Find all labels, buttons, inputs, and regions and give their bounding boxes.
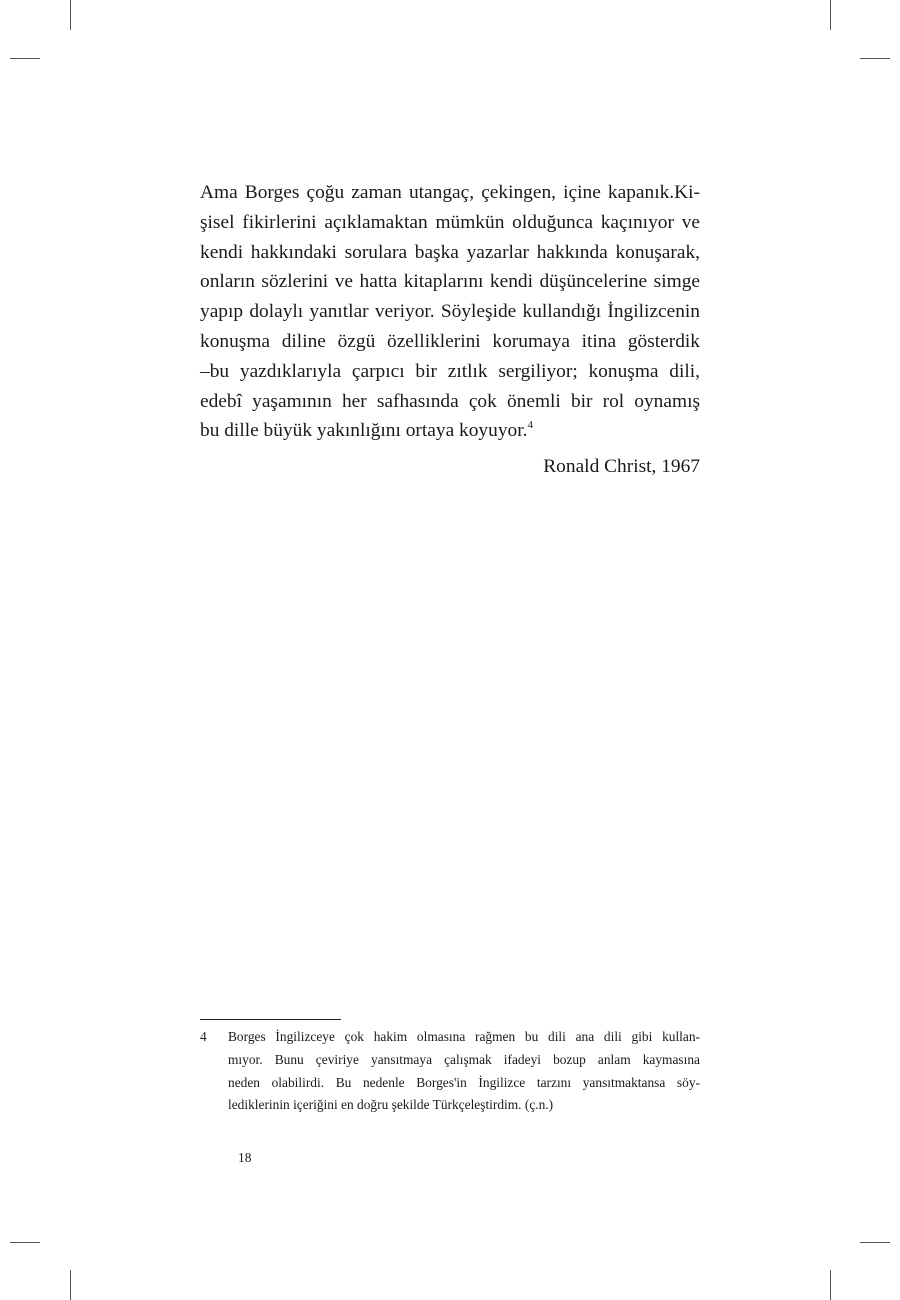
footnote-reference: 4 xyxy=(527,419,533,432)
body-line: konuşma diline özgü özelliklerini korumaya itina gösterdik xyxy=(200,330,700,352)
body-line: kendi hakkındaki sorulara başka yazarlar hakkında konuşarak, xyxy=(200,241,700,263)
crop-mark-bottom-right xyxy=(830,1270,831,1300)
body-line-text: bu dille büyük yakınlığını ortaya koyuyor. xyxy=(200,420,528,442)
footnote-divider xyxy=(200,1019,341,1020)
footnote-line: neden olabilirdi. Bu nedenle Borges'in İngilizce tarzını yansıtmaktansa söy- xyxy=(228,1074,700,1090)
footnote-line: Borges İngilizceye çok hakim olmasına rağmen bu dili ana dili gibi kullan- xyxy=(228,1029,700,1044)
body-line: şisel fikirlerini açıklamaktan mümkün olduğunca kaçınıyor ve xyxy=(200,211,700,233)
body-line: yapıp dolaylı yanıtlar veriyor. Söyleşide kullandığı İngilizcenin xyxy=(200,301,700,323)
body-line: –bu yazdıklarıyla çarpıcı bir zıtlık sergiliyor; konuşma dili, xyxy=(200,360,700,382)
crop-mark-top-right xyxy=(830,0,831,30)
body-line: edebî yaşamının her safhasında çok önemli bir rol oynamış xyxy=(200,390,700,412)
crop-mark-bottom-left xyxy=(70,1270,71,1300)
body-line: Ama Borges çoğu zaman utangaç, çekingen, içine kapanık.Ki- xyxy=(200,182,700,203)
footnote-line: mıyor. Bunu çeviriye yansıtmaya çalışmak ifadeyi bozup anlam kaymasına xyxy=(228,1051,700,1067)
footnote-line: lediklerinin içeriğini en doğru şekilde Türkçeleştirdim. (ç.n.) xyxy=(228,1097,554,1113)
attribution: Ronald Christ, 1967 xyxy=(543,456,700,477)
body-line: onların sözlerini ve hatta kitaplarını kendi düşüncelerine simge xyxy=(200,271,700,293)
body-line-last xyxy=(200,416,700,446)
crop-mark-left-top xyxy=(10,58,40,59)
crop-mark-right-bottom xyxy=(860,1242,890,1243)
crop-mark-top-left xyxy=(70,0,71,30)
crop-mark-left-bottom xyxy=(10,1242,40,1243)
page-number: 18 xyxy=(238,1150,252,1165)
body-paragraph xyxy=(200,178,700,446)
footnote-text xyxy=(228,1026,700,1117)
footnote-number: 4 xyxy=(200,1029,207,1044)
crop-mark-right-top xyxy=(860,58,890,59)
